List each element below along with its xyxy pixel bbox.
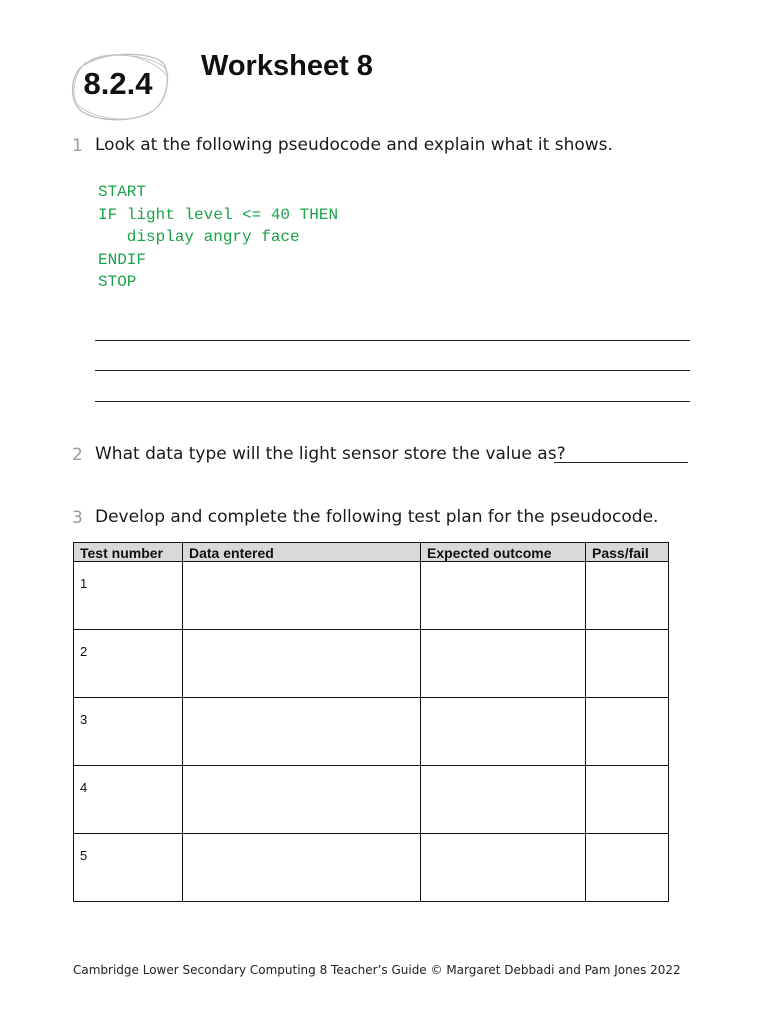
- table-row: [74, 630, 669, 698]
- section-number: 8.2.4: [83, 66, 153, 101]
- question-text: What data type will the light sensor store the value as?: [95, 444, 566, 464]
- answer-line[interactable]: [95, 340, 690, 341]
- test-number-cell: 4: [74, 766, 183, 834]
- test-plan-table: [73, 542, 669, 902]
- expected-outcome-cell[interactable]: [421, 630, 586, 698]
- answer-blank[interactable]: [554, 462, 688, 463]
- code-line: START: [98, 183, 147, 201]
- expected-outcome-cell[interactable]: [421, 766, 586, 834]
- table-row: [74, 562, 669, 630]
- data-entered-cell[interactable]: [183, 698, 421, 766]
- pass-fail-cell[interactable]: [586, 834, 669, 902]
- test-number-cell: 3: [74, 698, 183, 766]
- column-header: Pass/fail: [586, 543, 669, 562]
- pseudocode-block: [98, 181, 338, 294]
- pass-fail-cell[interactable]: [586, 630, 669, 698]
- test-number-cell: 2: [74, 630, 183, 698]
- table-header-row: [74, 543, 669, 562]
- data-entered-cell[interactable]: [183, 630, 421, 698]
- data-entered-cell[interactable]: [183, 562, 421, 630]
- question-number: 1: [72, 136, 83, 156]
- pass-fail-cell[interactable]: [586, 562, 669, 630]
- table-row: [74, 766, 669, 834]
- code-line: IF light level <= 40 THEN: [98, 205, 339, 224]
- answer-line[interactable]: [95, 401, 690, 402]
- column-header: Test number: [74, 543, 183, 562]
- code-line: STOP: [98, 273, 137, 291]
- expected-outcome-cell[interactable]: [421, 562, 586, 630]
- question-number: 2: [72, 445, 83, 465]
- pass-fail-cell[interactable]: [586, 766, 669, 834]
- code-line: ENDIF: [98, 250, 147, 269]
- table-row: [74, 698, 669, 766]
- expected-outcome-cell[interactable]: [421, 698, 586, 766]
- section-badge: [68, 48, 172, 124]
- test-number-cell: 1: [74, 562, 183, 630]
- column-header: Data entered: [183, 543, 421, 562]
- worksheet-title: Worksheet 8: [201, 50, 373, 82]
- table-row: [74, 834, 669, 902]
- question-text: Look at the following pseudocode and explain what it shows.: [95, 135, 613, 155]
- data-entered-cell[interactable]: [183, 766, 421, 834]
- test-number-cell: 5: [74, 834, 183, 902]
- expected-outcome-cell[interactable]: [421, 834, 586, 902]
- question-number: 3: [72, 508, 83, 528]
- answer-line[interactable]: [95, 370, 690, 371]
- code-line: display angry face: [98, 228, 300, 246]
- footer-copyright: Cambridge Lower Secondary Computing 8 Teacher’s Guide © Margaret Debbadi and Pam Jones 2022: [73, 963, 681, 977]
- pass-fail-cell[interactable]: [586, 698, 669, 766]
- question-text: Develop and complete the following test plan for the pseudocode.: [95, 507, 659, 527]
- column-header: Expected outcome: [421, 543, 586, 562]
- data-entered-cell[interactable]: [183, 834, 421, 902]
